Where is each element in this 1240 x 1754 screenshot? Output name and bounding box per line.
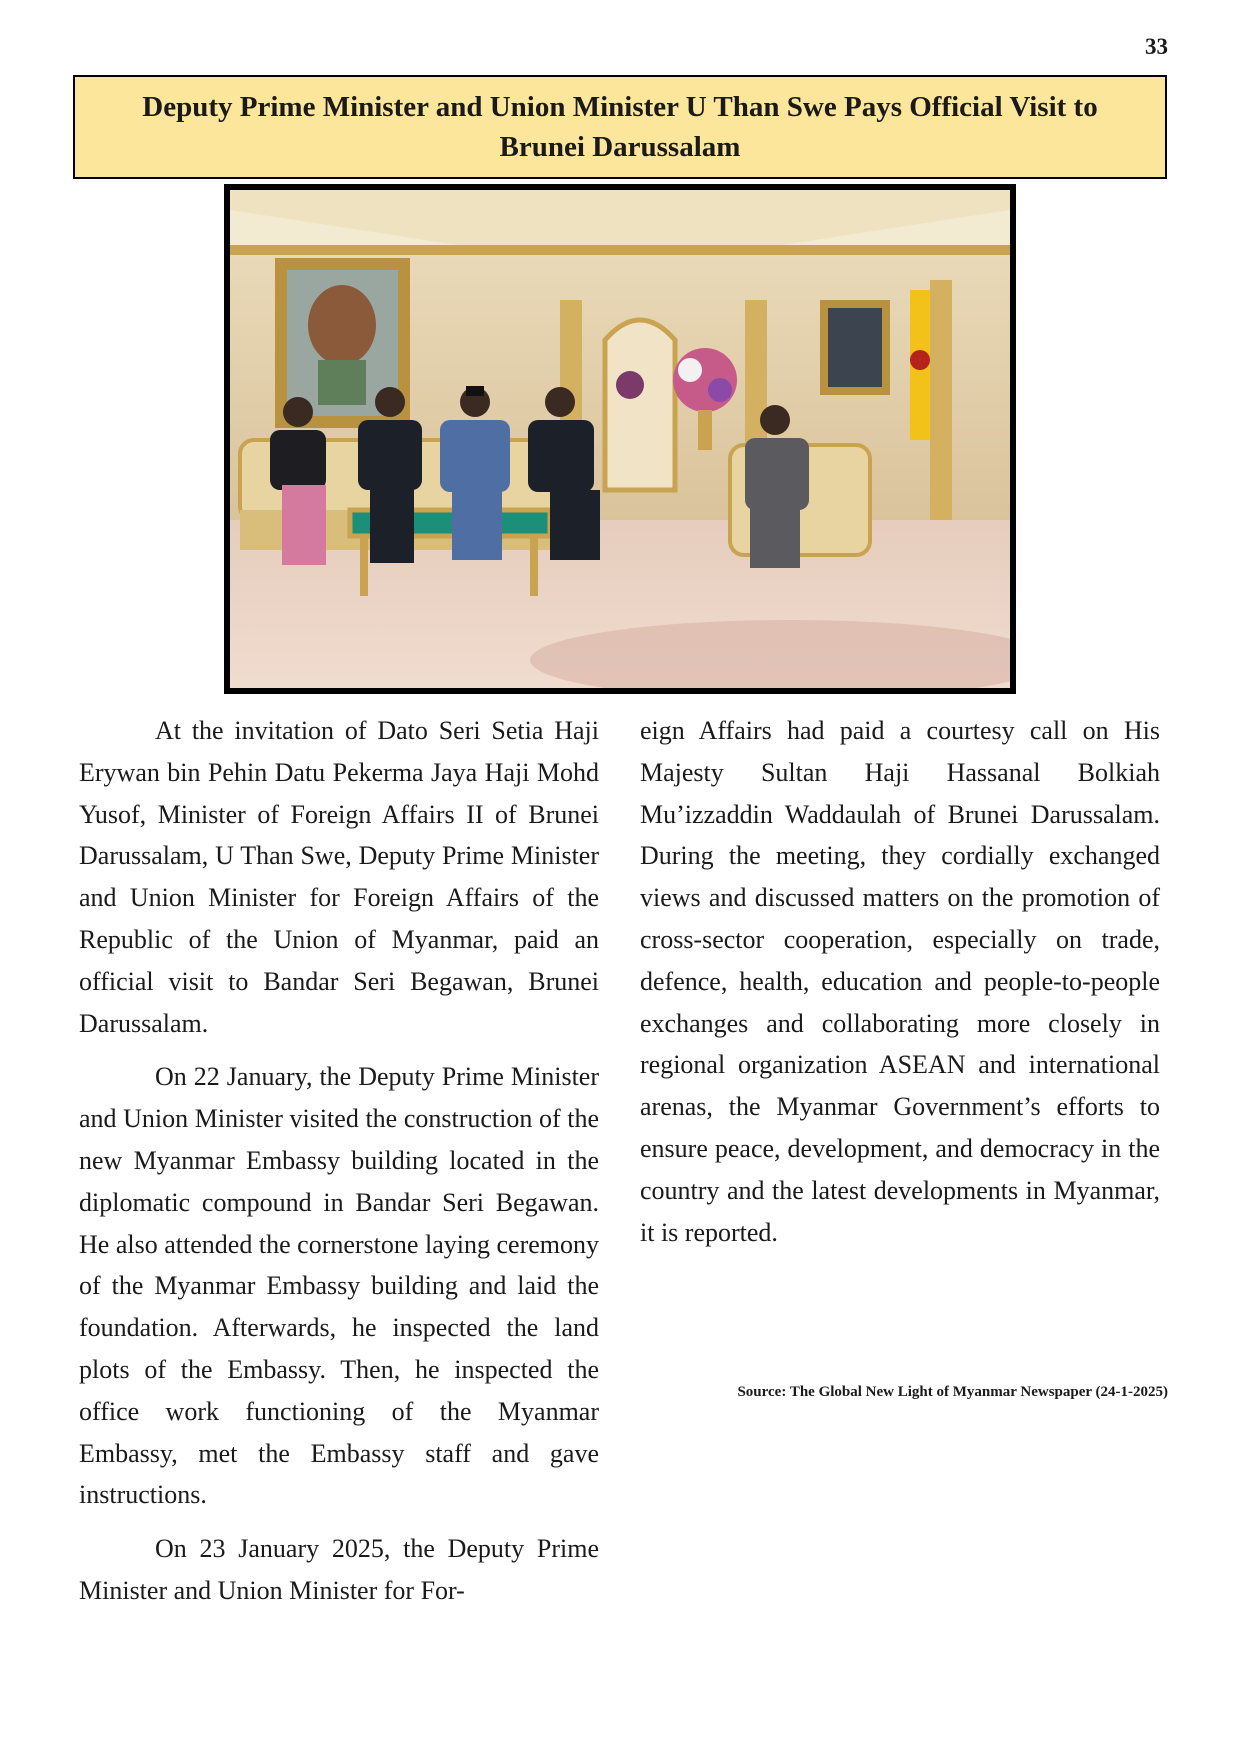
article-photo: [224, 184, 1016, 694]
source-credit: Source: The Global New Light of Myanmar Newspaper (24-1-2025): [737, 1384, 1168, 1400]
article-title: Deputy Prime Minister and Union Minister U Than Swe Pays Official Visit to Brunei Darussalam: [73, 75, 1167, 179]
paragraph-2: On 22 January, the Deputy Prime Minister and Union Minister visited the construction of the new Myanmar Embassy building located in the diplomatic compound in Bandar Seri Begawan. He also attended the cornerstone laying ceremony of the Myanmar Embassy building and laid the foundation. Afterwards, he inspected the land plots of the Embassy. Then, he inspected the office work functioning of the Myanmar Embassy, met the Embassy staff and gave instructions.: [79, 1062, 599, 1510]
right-column: [640, 710, 1160, 1265]
paragraph-3-continued: eign Affairs had paid a courtesy call on His Majesty Sultan Haji Hassanal Bolkiah Mu’izzaddin Waddaulah of Brunei Darussalam. During the meeting, they cordially exchanged views and discussed matters on the promotion of cross-sector cooperation, especially on trade, defence, health, education and people-to-people exchanges and collaborating more closely in regional organization ASEAN and international arenas, the Myanmar Government’s efforts to ensure peace, development, and democracy in the country and the latest developments in Myanmar, it is reported.: [640, 716, 1160, 1247]
page-number: 33: [1145, 34, 1168, 59]
paragraph-1: At the invitation of Dato Seri Setia Haji Erywan bin Pehin Datu Pekerma Jaya Haji Mohd Yusof, Minister of Foreign Affairs II of Brunei Darussalam, U Than Swe, Deputy Prime Minister and Union Minister for Foreign Affairs of the Republic of the Union of Myanmar, paid an official visit to Bandar Seri Begawan, Brunei Darussalam.: [79, 716, 599, 1038]
left-column: [79, 710, 599, 1624]
paragraph-3: On 23 January 2025, the Deputy Prime Minister and Union Minister for For-: [79, 1534, 599, 1605]
